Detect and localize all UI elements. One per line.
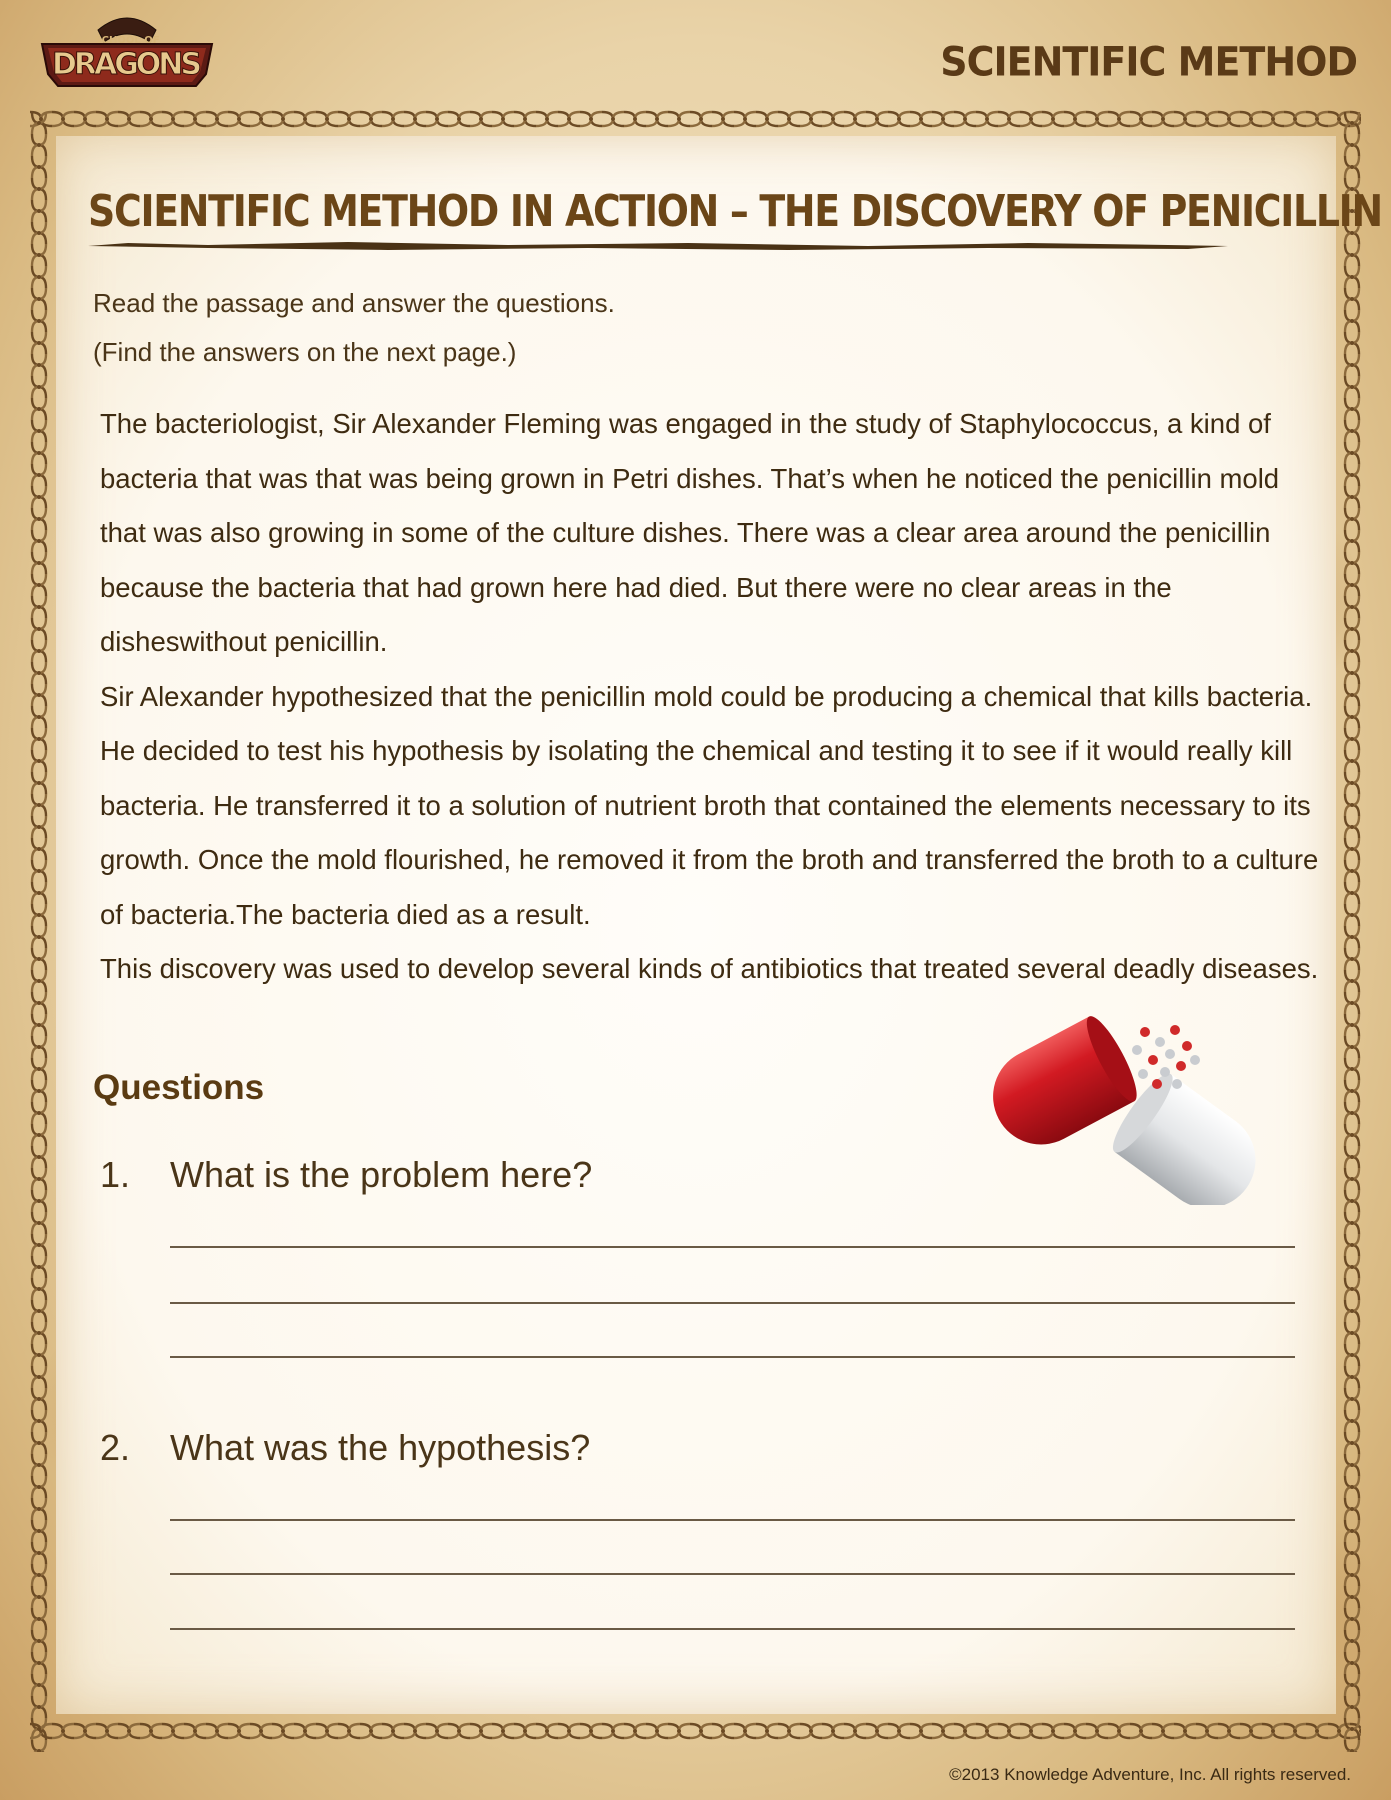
passage-paragraph: Sir Alexander hypothesized that the penicillin mold could be producing a chemical that kills bacteria. He decided to test his hypothesis by isolating the chemical and testing it to see if it would really kill bacteria. He transferred it to a solution of nutrient broth that contained the elements necessary to its growth. Once the mold flourished, he removed it from the broth and transferred the broth to a culture of bacteria.The bacteria died as a result. [100, 680, 1319, 930]
answer-line[interactable] [170, 1519, 1295, 1521]
section-label: SCIENTIFIC METHOD [940, 38, 1357, 86]
question-text: What was the hypothesis? [170, 1427, 591, 1468]
pill-capsule-icon [965, 990, 1285, 1205]
answer-line[interactable] [170, 1573, 1295, 1575]
title-underline [88, 240, 1228, 252]
celtic-border-right [1341, 112, 1363, 1752]
page-title: SCIENTIFIC METHOD IN ACTION – THE DISCOVERY OF PENICILLIN [88, 186, 1382, 237]
answer-line[interactable] [170, 1246, 1295, 1248]
passage-paragraph: This discovery was used to develop several kinds of antibiotics that treated several deadly diseases. [100, 953, 1319, 984]
question-text: What is the problem here? [170, 1154, 593, 1195]
svg-text:DRAGONS: DRAGONS [52, 47, 202, 82]
instruction-line: Read the passage and answer the questions. [93, 288, 615, 318]
answer-line[interactable] [170, 1356, 1295, 1358]
celtic-border-left [28, 112, 50, 1752]
passage-paragraph: The bacteriologist, Sir Alexander Fleming was engaged in the study of Staphylococcus, a kind of bacteria that was that was being grown in Petri dishes. That’s when he noticed the penicillin mold that was also growing in some of the culture dishes. There was a clear area around the penicillin because the bacteria that had grown here had died. But there were no clear areas in the disheswithout penicillin. [100, 408, 1280, 657]
svg-text:SCHOOL OF: SCHOOL OF [94, 35, 160, 46]
questions-heading: Questions [93, 1068, 265, 1107]
celtic-border-top [30, 108, 1361, 130]
question-number: 1. [100, 1154, 131, 1195]
reading-passage [100, 397, 1320, 997]
question-2 [100, 1427, 590, 1469]
celtic-border-bottom [30, 1720, 1361, 1742]
question-1 [100, 1154, 592, 1196]
answer-line[interactable] [170, 1302, 1295, 1304]
question-number: 2. [100, 1427, 131, 1468]
instruction-line: (Find the answers on the next page.) [93, 337, 517, 367]
school-of-dragons-logo [38, 12, 216, 98]
answer-line[interactable] [170, 1628, 1295, 1630]
copyright-notice: ©2013 Knowledge Adventure, Inc. All rights reserved. [949, 1765, 1351, 1784]
